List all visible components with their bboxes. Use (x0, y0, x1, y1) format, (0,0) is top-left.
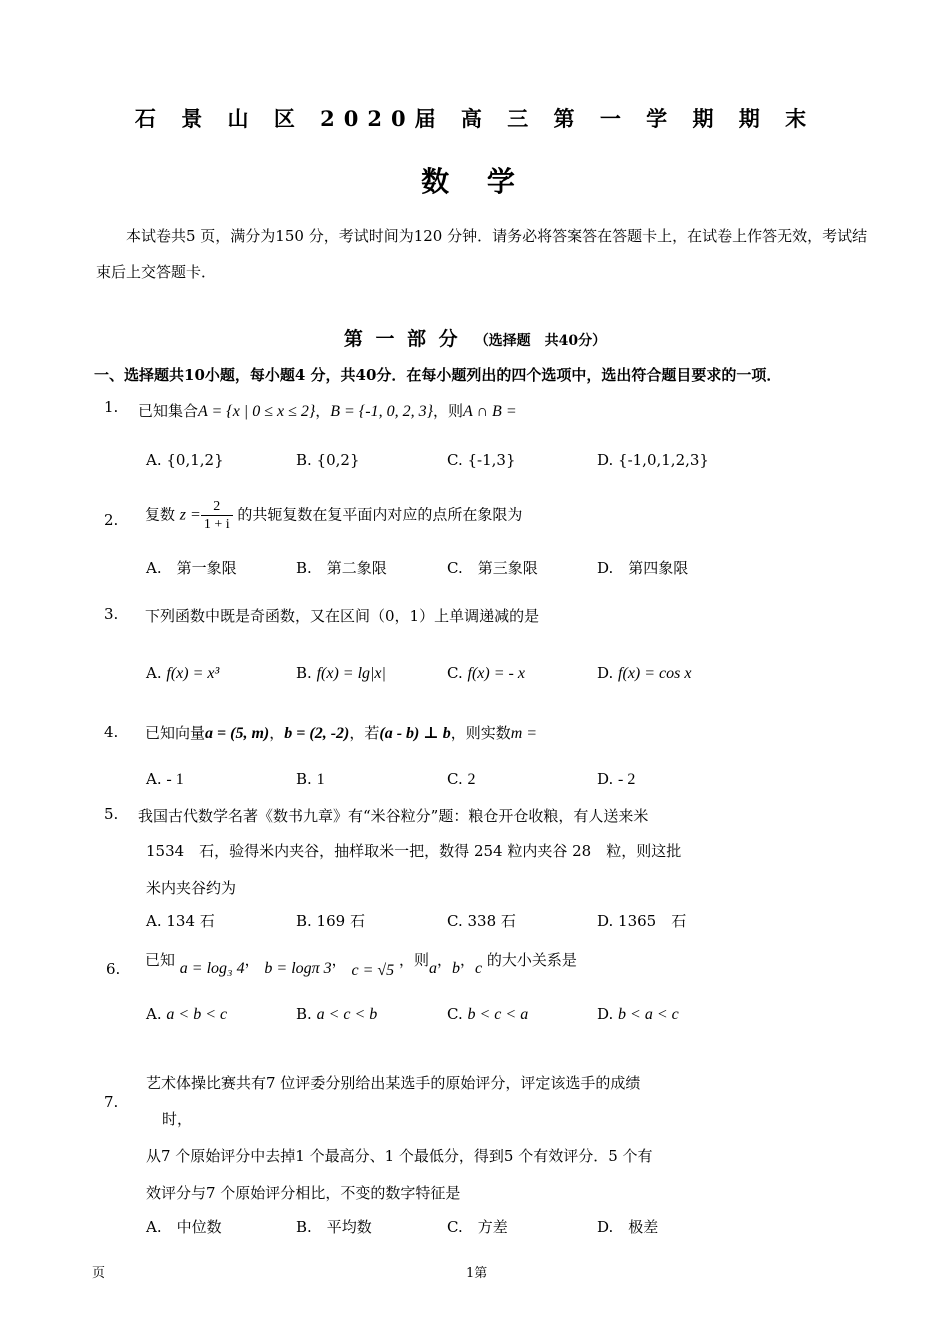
q3-option-c (447, 664, 525, 683)
q4-vec-b: b = (2, -2) (284, 725, 350, 742)
q7-option-a: A. 中位数 (146, 1218, 222, 1236)
q6-sep-1: ， (244, 951, 260, 969)
q4-option-d-label: D. (597, 770, 614, 788)
q6-option-d-label: D. (597, 1005, 614, 1023)
q4-stem (145, 722, 537, 743)
q4-sep: ， (269, 724, 285, 742)
q1-expr: A ∩ B = (463, 403, 517, 420)
q1-set-b: B = {-1, 0, 2, 3} (330, 403, 433, 420)
q2-option-d: D. 第四象限 (597, 559, 689, 577)
q1-option-b: B. {0,2} (296, 451, 360, 469)
q2-number: 2. (104, 511, 119, 529)
q4-post: ，则实数 (450, 724, 511, 742)
q4-option-d-val: - 2 (618, 771, 636, 788)
q1-option-c: C. {-1,3} (447, 451, 516, 469)
q1-sep: ， (315, 402, 331, 420)
q4-mid: ，若 (349, 724, 380, 742)
q2-stem (145, 498, 522, 533)
q4-condition: (a - b) ⊥ b (379, 725, 451, 742)
q2-option-a: A. 第一象限 (146, 559, 237, 577)
q1-option-d: D. {-1,0,1,2,3} (597, 451, 709, 469)
q6-a-def: a = log₃ 4 (179, 960, 245, 977)
q7-option-c: C. 方差 (447, 1218, 508, 1236)
q6-then: ，则 (398, 951, 429, 969)
q7-option-b: B. 平均数 (296, 1218, 372, 1236)
q5-line-3: 米内夹谷约为 (146, 879, 237, 897)
q4-option-a-label: A. (146, 770, 162, 788)
q6-stem (145, 949, 577, 979)
q6-c-def: c = √5 (351, 962, 395, 979)
q3-option-d (597, 664, 691, 683)
footer-left: 页 (92, 1266, 106, 1281)
q6-option-c-label: C. (447, 1005, 463, 1023)
q6-number: 6. (106, 960, 121, 978)
q3-number: 3. (104, 605, 119, 623)
q4-vec-a: a = (5, m) (205, 725, 270, 742)
q7-line-1b: 时， (162, 1110, 193, 1128)
q6-var-c: c (474, 960, 483, 977)
q4-option-c-val: 2 (467, 771, 476, 788)
q3-option-a-math: f(x) = x³ (166, 665, 220, 682)
q3-option-c-label: C. (447, 664, 463, 682)
q2-pre: 复数 (145, 505, 176, 524)
q2-option-b: B. 第二象限 (296, 559, 387, 577)
q2-post: 的共轭复数在复平面内对应的点所在象限为 (237, 505, 523, 524)
section-heading: 一、选择题共10小题，每小题4 分，共40分．在每小题列出的四个选项中，选出符合题目要求的一项． (94, 366, 782, 384)
q4-number: 4. (104, 723, 119, 741)
q3-option-c-math: f(x) = - x (467, 665, 525, 682)
exam-title: 石 景 山 区 2020届 高 三 第 一 学 期 期 末 (134, 106, 816, 131)
q7-line-1: 艺术体操比赛共有7 位评委分别给出某选手的原始评分，评定该选手的成绩 (146, 1074, 641, 1092)
q5-option-c: C. 338 石 (447, 912, 516, 930)
q3-stem: 下列函数中既是奇函数，又在区间（0，1）上单调递减的是 (145, 607, 540, 625)
q4-option-a (146, 770, 184, 789)
q6-var-b: b (451, 960, 460, 977)
footer-page-number: 1第 (466, 1266, 488, 1281)
part-title: 第 一 部 分 (343, 328, 461, 350)
q2-z: z = (179, 506, 201, 524)
q6-option-a (146, 1005, 227, 1024)
exam-intro: 本试卷共5 页，满分为150 分，考试时间为120 分钟．请务必将答案答在答题卡上，在试卷上作答无效，考试结束后上交答题卡． (96, 227, 868, 281)
part-heading (0, 324, 950, 351)
q4-pre: 已知向量 (145, 724, 206, 742)
q3-option-b-math: f(x) = lg|x| (316, 665, 386, 682)
q6-option-c (447, 1005, 528, 1024)
q6-b-def: b = logπ 3 (264, 960, 332, 977)
q6-var-a: a (428, 960, 437, 977)
q3-option-a-label: A. (146, 664, 162, 682)
q6-sep-2: ， (331, 951, 347, 969)
q5-option-d: D. 1365 石 (597, 912, 687, 930)
q3-option-b-label: B. (296, 664, 312, 682)
q4-m: m = (510, 725, 538, 742)
q1-stem (138, 400, 517, 421)
q2-fraction (201, 498, 233, 533)
q1-option-a: A. {0,1,2} (146, 451, 224, 469)
q1-post: ，则 (432, 402, 463, 420)
q4-option-b (296, 770, 325, 789)
q6-option-c-math: b < c < a (467, 1006, 529, 1023)
q7-number: 7. (104, 1093, 119, 1111)
q4-option-b-label: B. (296, 770, 312, 788)
q7-option-d: D. 极差 (597, 1218, 659, 1236)
q5-line-2: 1534 石，验得米内夹谷，抽样取米一把，数得 254 粒内夹谷 28 粒，则这批 (146, 842, 682, 860)
q2-fraction-den: 1 + i (203, 517, 230, 532)
q6-option-b (296, 1005, 377, 1024)
q6-post: 的大小关系是 (486, 951, 577, 969)
q5-line-1: 我国古代数学名著《数书九章》有“米谷粒分”题：粮仓开仓收粮，有人送来米 (138, 807, 649, 825)
q5-option-a: A. 134 石 (146, 912, 215, 930)
q3-option-b (296, 664, 386, 683)
q6-sep-3: ， (436, 951, 452, 969)
q6-option-a-label: A. (146, 1005, 162, 1023)
q2-fraction-num: 2 (201, 498, 233, 516)
q6-option-b-math: a < c < b (316, 1006, 378, 1023)
q4-option-c (447, 770, 476, 789)
q4-option-a-val: - 1 (166, 771, 184, 788)
q6-option-b-label: B. (296, 1005, 312, 1023)
q3-option-a (146, 664, 219, 683)
q7-line-2: 从7 个原始评分中去掉1 个最高分、1 个最低分，得到5 个有效评分．5 个有 (146, 1147, 653, 1165)
q1-set-a: A = {x | 0 ≤ x ≤ 2} (198, 403, 316, 420)
q5-option-b: B. 169 石 (296, 912, 365, 930)
q6-sep-4: ， (459, 951, 475, 969)
q6-option-a-math: a < b < c (166, 1006, 228, 1023)
q1-number: 1. (104, 398, 119, 416)
q4-option-d (597, 770, 635, 789)
q2-option-c: C. 第三象限 (447, 559, 538, 577)
q5-number: 5. (104, 805, 119, 823)
q4-option-b-val: 1 (316, 771, 325, 788)
q1-pre: 已知集合 (138, 402, 199, 420)
part-note: （选择题 共40分） (474, 333, 607, 349)
q6-option-d-math: b < a < c (618, 1006, 679, 1023)
q4-option-c-label: C. (447, 770, 463, 788)
q3-option-d-math: f(x) = cos x (618, 665, 692, 682)
q3-option-d-label: D. (597, 664, 614, 682)
q7-line-3: 效评分与7 个原始评分相比，不变的数字特征是 (146, 1184, 461, 1202)
subject-title: 数 学 (421, 165, 529, 198)
q6-option-d (597, 1005, 679, 1024)
q6-pre: 已知 (145, 951, 176, 969)
